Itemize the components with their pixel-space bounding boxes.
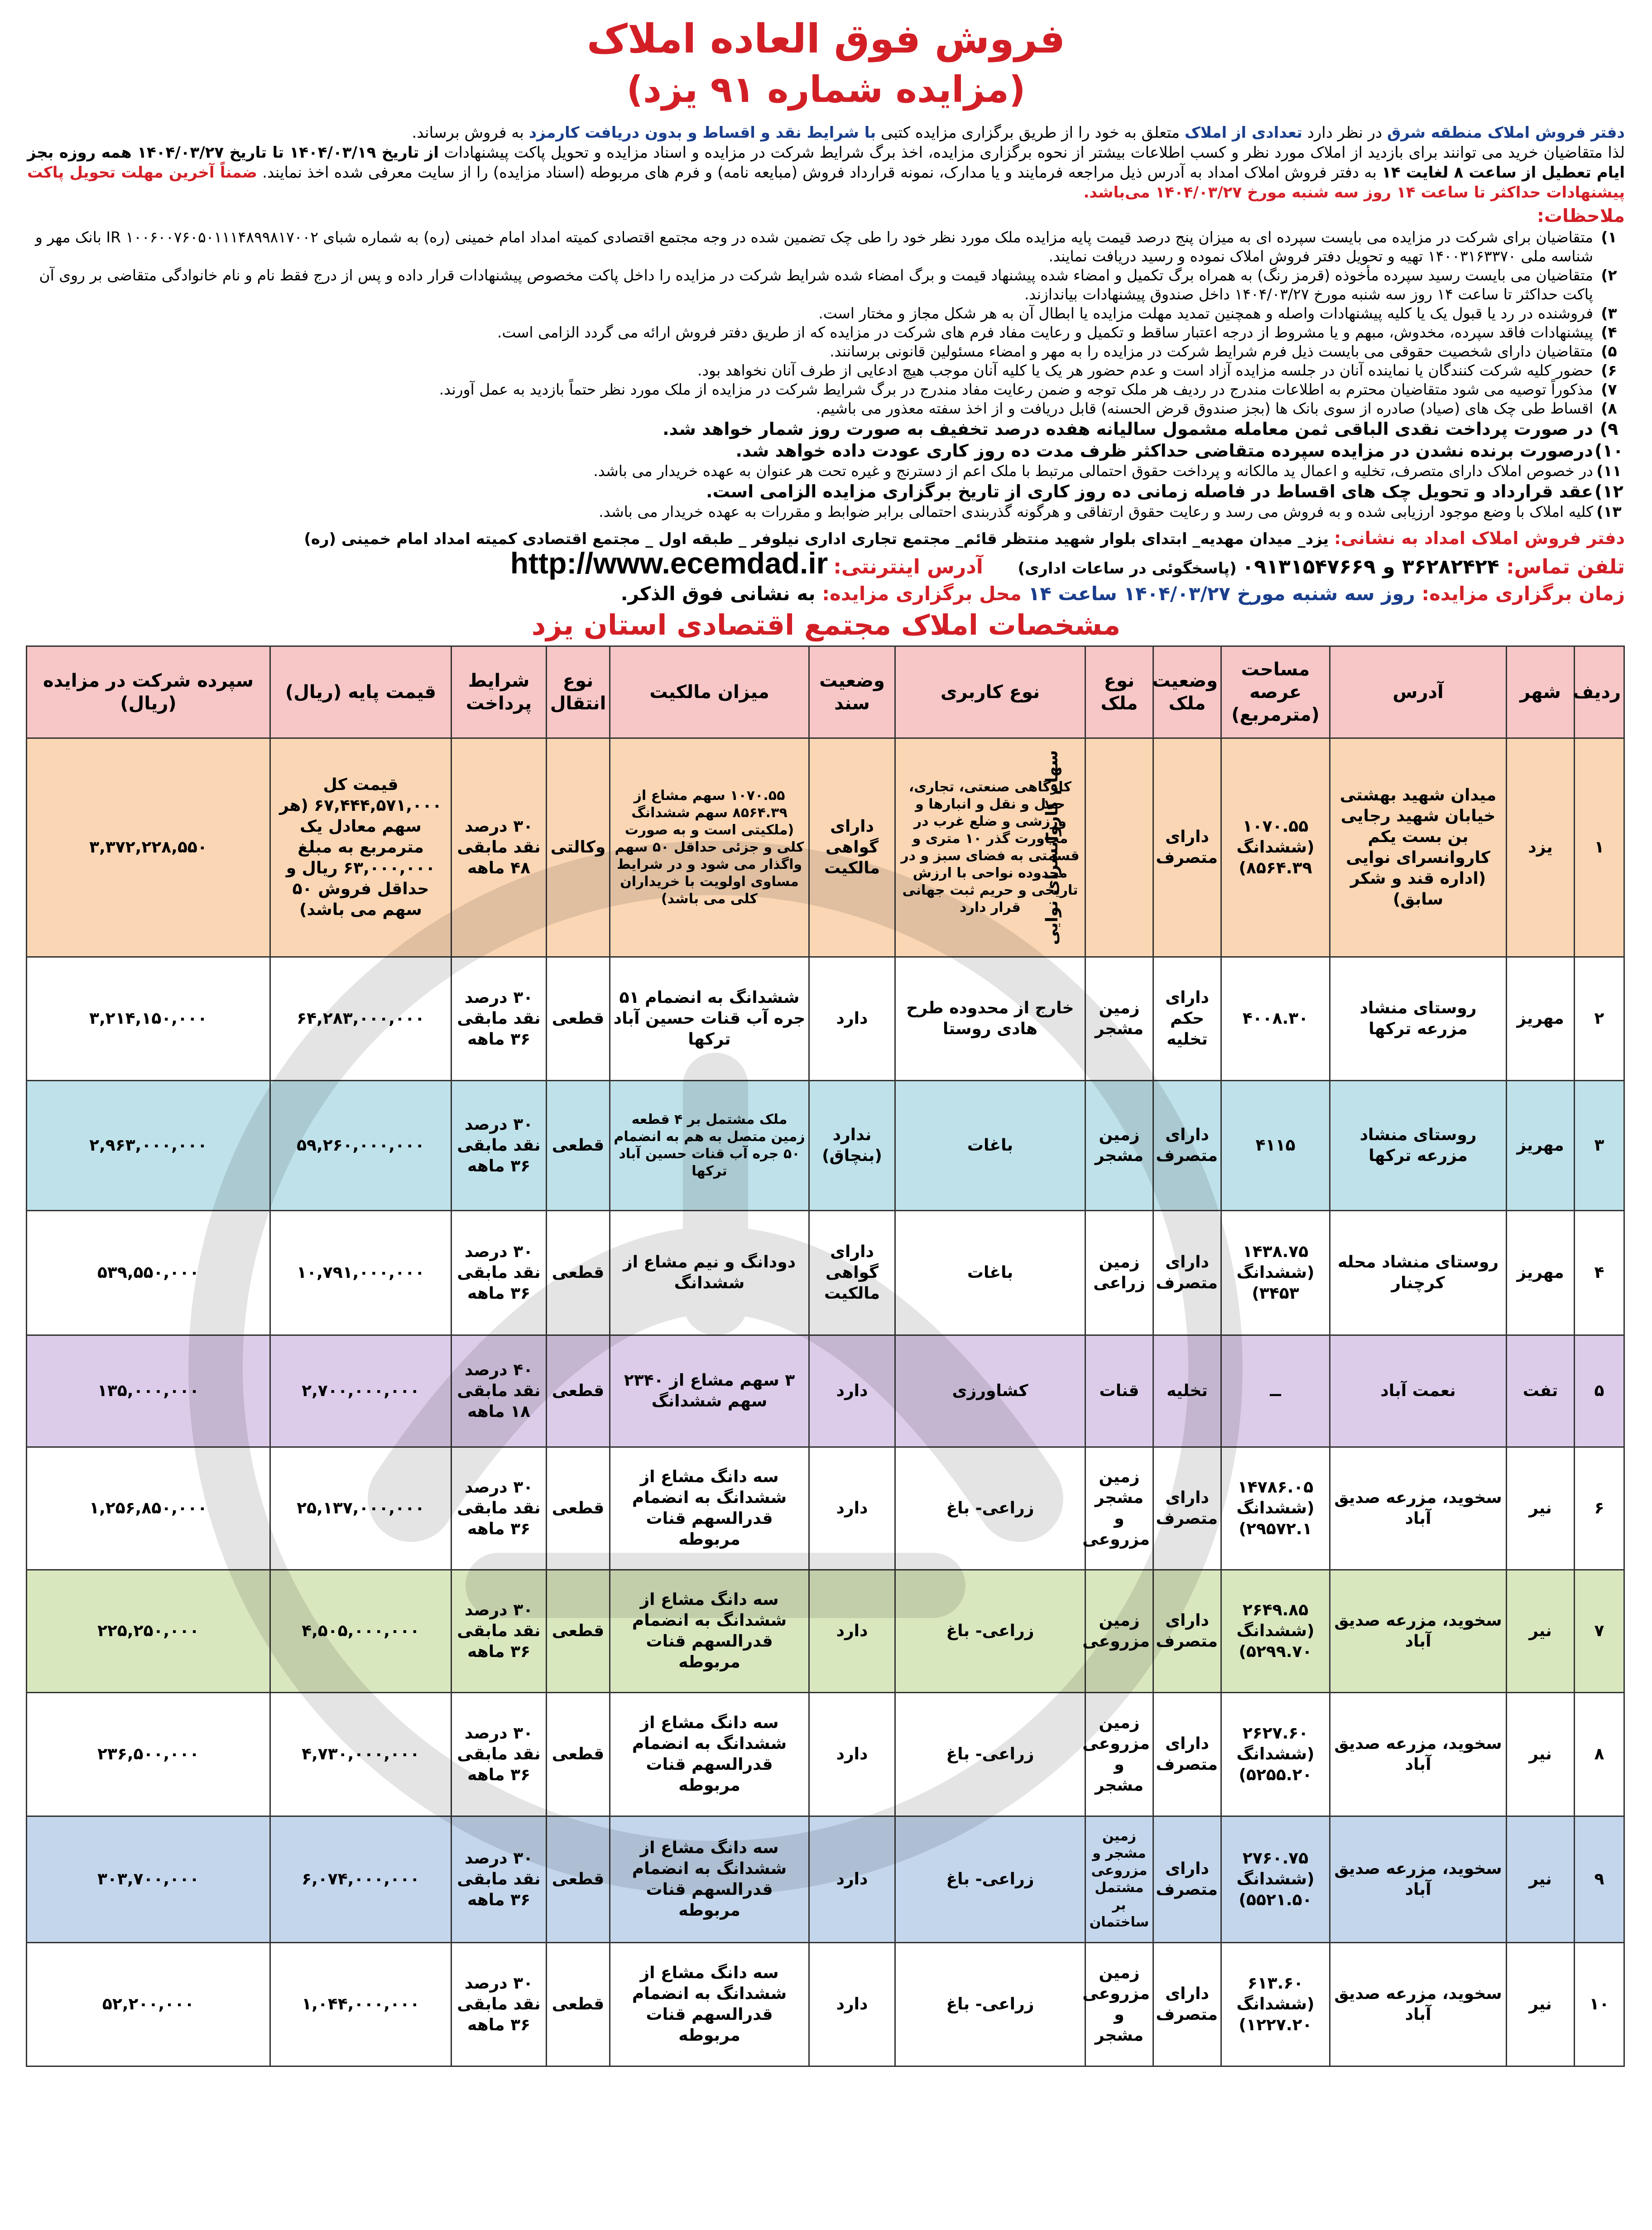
cell-area: ــ xyxy=(1221,1335,1330,1447)
table-row xyxy=(27,1570,1624,1693)
cell-deed-status: دارای گواهی مالکیت xyxy=(809,738,895,957)
cell-deed-status: دارای گواهی مالکیت xyxy=(809,1211,895,1335)
cell-deposit: ۳۰۳,۷۰۰,۰۰۰ xyxy=(27,1816,270,1943)
cell-usage: زراعی- باغ xyxy=(895,1447,1085,1570)
auction-time-line xyxy=(27,581,1625,607)
intro-text: متعلق به خود را از طریق برگزاری مزایده کتبی xyxy=(876,124,1185,142)
note-13: ۱۳) کلیه املاک با وضع موجود ارزیابی شده و به فروش می رسد و رعایت حقوق ارتفاقی و هرگونه گذربندی احتمالی برابر ضوابط و مقررات به عهده خریدار می باشد. xyxy=(599,503,1622,520)
cell-property-type: سهام کاروانسرای نوایی xyxy=(1085,738,1153,957)
cell-property-status: دارای متصرف xyxy=(1153,1570,1221,1693)
cell-base-price: ۲۵,۱۳۷,۰۰۰,۰۰۰ xyxy=(270,1447,451,1570)
cell-base-price: ۱۰,۷۹۱,۰۰۰,۰۰۰ xyxy=(270,1211,451,1335)
table-row xyxy=(27,1447,1624,1570)
cell-deposit: ۳,۳۷۲,۲۲۸,۵۵۰ xyxy=(27,738,270,957)
header-deed-status: وضعیت سند xyxy=(809,646,895,738)
cell-address: سخوید، مزرعه صدیق آباد xyxy=(1330,1816,1507,1943)
cell-address: روستای منشاد مزرعه ترکها xyxy=(1330,1081,1507,1211)
cell-city: نیر xyxy=(1507,1693,1575,1816)
header-address: آدرس xyxy=(1330,646,1507,738)
cell-area: ۶۱۳.۶۰ (ششدانگ ۱۲۲۷.۲۰) xyxy=(1221,1943,1330,2066)
cell-deposit: ۱۳۵,۰۰۰,۰۰۰ xyxy=(27,1335,270,1447)
cell-payment-terms: ۳۰ درصد نقد مابقی ۳۶ ماهه xyxy=(451,1943,547,2066)
intro-paragraph-2 xyxy=(27,143,1625,202)
cell-base-price: ۶۴,۲۸۳,۰۰۰,۰۰۰ xyxy=(270,957,451,1081)
cell-deed-status: دارد xyxy=(809,1943,895,2066)
cell-row-number: ۵ xyxy=(1575,1335,1624,1447)
intro-text: لذا متقاضیان خرید می توانند برای بازدید از املاک مورد نظر و کسب اطلاعات بیشتر از نحوه برگزاری مزایده، اخذ برگ شرایط شرکت در مزایده و اسناد مزایده و تحویل پاکت پیشنهادات xyxy=(439,144,1625,162)
cell-address: سخوید، مزرعه صدیق آباد xyxy=(1330,1447,1507,1570)
cell-city: مهریز xyxy=(1507,1211,1575,1335)
cell-row-number: ۱۰ xyxy=(1575,1943,1624,2066)
cell-ownership: ۱۰۷۰.۵۵ سهم مشاع از ۸۵۶۴.۳۹ سهم ششدانگ (ملکیتی است و به صورت کلی و جزئی حداقل ۵۰ سهم واگذار می شود و در شرایط مساوی اولویت با خریداران کلی می باشد) xyxy=(610,738,809,957)
cell-address: روستای منشاد محله کرچنار xyxy=(1330,1211,1507,1335)
note-8: ۸) اقساط طی چک های (صیاد) صادره از سوی بانک ها (بجز صندوق قرض الحسنه) قابل دریافت و از اخذ سفته معذور می باشیم. xyxy=(816,400,1617,417)
cell-transfer-type: قطعی xyxy=(547,1081,610,1211)
notes-heading: ملاحظات: xyxy=(1537,206,1625,226)
cell-address: سخوید، مزرعه صدیق آباد xyxy=(1330,1570,1507,1693)
cell-usage: زراعی- باغ xyxy=(895,1693,1085,1816)
cell-deposit: ۵۲,۲۰۰,۰۰۰ xyxy=(27,1943,270,2066)
cell-transfer-type: قطعی xyxy=(547,1570,610,1693)
cell-deed-status: دارد xyxy=(809,1447,895,1570)
cell-deposit: ۳,۲۱۴,۱۵۰,۰۰۰ xyxy=(27,957,270,1081)
note-1: ۱) متقاضیان برای شرکت در مزایده می بایست سپرده ای به میزان پنج درصد قیمت پایه مزایده ملک مورد نظر خود را طی چک تضمین شده در وجه مجتمع اقتصادی کمیته امداد امام خمینی (ره) به شماره شبای IR ۱۰۰۶۰۰۷۶۰۵۰۱۱۱۴۸۹۹۸۱۷۰۰۲ بانک مهر و شناسه ملی ۱۴۰۰۳۱۶۳۳۷۰ تهیه و تحویل دفتر فروش املاک نموده و رسید دریافت نمایند. xyxy=(35,228,1617,265)
cell-payment-terms: ۴۰ درصد نقد مابقی ۱۸ ماهه xyxy=(451,1335,547,1447)
cell-row-number: ۳ xyxy=(1575,1081,1624,1211)
cell-property-status: دارای متصرف xyxy=(1153,1447,1221,1570)
cell-area: ۲۶۴۹.۸۵ (ششدانگ ۵۲۹۹.۷۰) xyxy=(1221,1570,1330,1693)
cell-city: نیر xyxy=(1507,1943,1575,2066)
cell-property-status: دارای متصرف xyxy=(1153,1816,1221,1943)
cell-deposit: ۵۳۹,۵۵۰,۰۰۰ xyxy=(27,1211,270,1335)
cell-row-number: ۱ xyxy=(1575,738,1624,957)
cell-row-number: ۸ xyxy=(1575,1693,1624,1816)
cell-property-type: زمین مشجر و مزروعی xyxy=(1085,1447,1153,1570)
cell-payment-terms: ۳۰ درصد نقد مابقی ۳۶ ماهه xyxy=(451,1570,547,1693)
office-address-value: یزد_ میدان مهدیه_ ابتدای بلوار شهید منتظر قائم_ مجتمع تجاری اداری نیلوفر _ طبقه اول _ مجتمع اقتصادی کمیته امداد امام خمینی (ره) xyxy=(304,530,1334,548)
cell-ownership: ۳ سهم مشاع از ۲۳۴۰ سهم ششدانگ xyxy=(610,1335,809,1447)
cell-transfer-type: قطعی xyxy=(547,1211,610,1335)
header-row-number: ردیف xyxy=(1575,646,1624,738)
cell-city: مهریز xyxy=(1507,957,1575,1081)
note-10: ۱۰) درصورت برنده نشدن در مزایده سپرده متقاضی حداکثر ظرف مدت ده روز کاری عودت داده خواهد شد. xyxy=(735,441,1623,461)
note-3: ۳) فروشنده در رد یا قبول یک یا کلیه پیشنهادات واصله و همچنین تمدید مهلت مزایده یا ابطال آن به هر شکل مجاز و مختار است. xyxy=(818,304,1617,322)
cell-deed-status: ندارد (بنچاق) xyxy=(809,1081,895,1211)
cell-ownership: ششدانگ به انضمام ۵۱ جره آب قنات حسین آباد ترکها xyxy=(610,957,809,1081)
note-5: ۵) متقاضیان دارای شخصیت حقوقی می بایست ذیل فرم شرایط شرکت در مزایده را به مهر و امضاء مسئولین قانونی برسانند. xyxy=(830,342,1617,360)
cell-property-status: دارای حکم تخلیه xyxy=(1153,957,1221,1081)
cell-property-status: دارای متصرف xyxy=(1153,1081,1221,1211)
cell-area: ۱۴۷۸۶.۰۵ (ششدانگ ۲۹۵۷۲.۱) xyxy=(1221,1447,1330,1570)
cell-deed-status: دارد xyxy=(809,1816,895,1943)
header-city: شهر xyxy=(1507,646,1575,738)
page-subtitle: (مزایده شماره ۹۱ یزد) xyxy=(626,68,1026,111)
table-row xyxy=(27,1943,1624,2066)
header-ownership: میزان مالکیت xyxy=(610,646,809,738)
cell-area: ۲۷۶۰.۷۵ (ششدانگ ۵۵۲۱.۵۰) xyxy=(1221,1816,1330,1943)
intro-deadline: ضمناً آخرین مهلت تحویل پاکت پیشنهادات حداکثر تا ساعت ۱۴ روز سه شنبه مورخ ۱۴۰۴/۰۳/۲۷ می‌باشد. xyxy=(27,164,1625,202)
cell-base-price: ۶,۰۷۴,۰۰۰,۰۰۰ xyxy=(270,1816,451,1943)
cell-usage: زراعی- باغ xyxy=(895,1570,1085,1693)
cell-city: نیر xyxy=(1507,1447,1575,1570)
cell-area: ۴۰۰۸.۳۰ xyxy=(1221,957,1330,1081)
auction-place-label: محل برگزاری مزایده: xyxy=(822,583,1022,605)
cell-deposit: ۲۳۶,۵۰۰,۰۰۰ xyxy=(27,1693,270,1816)
header-property-type: نوع ملک xyxy=(1085,646,1153,738)
cell-ownership: دودانگ و نیم مشاع از ششدانگ xyxy=(610,1211,809,1335)
cell-property-type: زمین مزروعی و مشجر xyxy=(1085,1693,1153,1816)
note-9: ۹) در صورت پرداخت نقدی الباقی ثمن معامله مشمول سالیانه هفده درصد تخفیف به صورت روز شمار خواهد شد. xyxy=(663,419,1618,439)
intro-dates: از تاریخ ۱۴۰۴/۰۳/۱۹ تا تاریخ ۱۴۰۴/۰۳/۲۷ همه روزه بجز ایام تعطیل از ساعت ۸ لغایت ۱۴ xyxy=(27,144,1625,182)
note-6: ۶) حضور کلیه شرکت کنندگان یا نماینده آنان در جلسه مزایده آزاد است و عدم حضور هر یک یا کلیه آنان موجب هیچ ادعایی از طرف آنان نخواهد بود. xyxy=(697,361,1617,379)
cell-deed-status: دارد xyxy=(809,1335,895,1447)
page-title: فروش فوق العاده املاک xyxy=(586,15,1066,62)
cell-property-type: زمین مزروعی xyxy=(1085,1570,1153,1693)
header-transfer-type: نوع انتقال xyxy=(547,646,610,738)
table-row xyxy=(27,1335,1624,1447)
cell-deed-status: دارد xyxy=(809,957,895,1081)
cell-city: مهریز xyxy=(1507,1081,1575,1211)
auction-time-value: روز سه شنبه مورخ ۱۴۰۴/۰۳/۲۷ ساعت ۱۴ xyxy=(1021,583,1422,605)
cell-city: نیر xyxy=(1507,1816,1575,1943)
cell-payment-terms: ۳۰ درصد نقد مابقی ۳۶ ماهه xyxy=(451,1211,547,1335)
cell-row-number: ۷ xyxy=(1575,1570,1624,1693)
cell-usage: زراعی- باغ xyxy=(895,1816,1085,1943)
auction-time-label: زمان برگزاری مزایده: xyxy=(1421,583,1625,605)
cell-base-price: ۴,۵۰۵,۰۰۰,۰۰۰ xyxy=(270,1570,451,1693)
cell-ownership: ملک مشتمل بر ۴ قطعه زمین متصل به هم به انضمام ۵۰ جره آب قنات حسین آباد ترکها xyxy=(610,1081,809,1211)
cell-usage: باغات xyxy=(895,1081,1085,1211)
cell-base-price: قیمت کل ۶۷,۴۴۴,۵۷۱,۰۰۰ (هر سهم معادل یک مترمربع به مبلغ ۶۳,۰۰۰,۰۰۰ ریال و حداقل فروش ۵۰ سهم می باشد) xyxy=(270,738,451,957)
cell-property-status: دارای متصرف xyxy=(1153,1211,1221,1335)
cell-property-type: قنات xyxy=(1085,1335,1153,1447)
intro-text: به دفتر فروش املاک امداد به آدرس ذیل مراجعه فرمایند و یا مدارک، نمونه قرارداد فروش (مبایعه نامه) و فرم های مربوطه (اسناد مزایده) را از سایت معرفی شده اخذ نمایند. xyxy=(257,164,1382,182)
header-property-status: وضعیت ملک xyxy=(1153,646,1221,738)
phone-value: ۳۶۲۸۲۴۲۴ و ۰۹۱۳۱۵۴۷۶۶۹ xyxy=(1242,555,1507,578)
table-row xyxy=(27,1816,1624,1943)
cell-address: سخوید، مزرعه صدیق آباد xyxy=(1330,1943,1507,2066)
cell-deposit: ۲۲۵,۲۵۰,۰۰۰ xyxy=(27,1570,270,1693)
intro-conditions: با شرایط نقد و اقساط و بدون دریافت کارمزد xyxy=(528,124,876,142)
table-title: مشخصات املاک مجتمع اقتصادی استان یزد xyxy=(531,608,1121,641)
cell-payment-terms: ۳۰ درصد نقد مابقی ۳۶ ماهه xyxy=(451,957,547,1081)
intro-text: به فروش برساند. xyxy=(412,124,529,142)
cell-usage: زراعی- باغ xyxy=(895,1943,1085,2066)
auction-place-value: به نشانی فوق الذکر. xyxy=(620,583,822,605)
intro-office-name: دفتر فروش املاک منطقه شرق xyxy=(1387,124,1625,142)
cell-property-status: دارای متصرف xyxy=(1153,738,1221,957)
header-payment-terms: شرایط پرداخت xyxy=(451,646,547,738)
cell-ownership: سه دانگ مشاع از ششدانگ به انضمام قدرالسهم قنات مربوطه xyxy=(610,1693,809,1816)
cell-payment-terms: ۳۰ درصد نقد مابقی ۳۶ ماهه xyxy=(451,1693,547,1816)
note-11: ۱۱) در خصوص املاک دارای متصرف، تخلیه و اعمال ید مالکانه و پرداخت حقوق احتمالی مرتبط با ملک اعم از دسترنج و غیره تحت هر عنوان به عهده خریدار می باشد. xyxy=(593,462,1622,480)
intro-text: در نظر دارد xyxy=(1302,124,1387,142)
cell-city: یزد xyxy=(1507,738,1575,957)
cell-area: ۱۰۷۰.۵۵ (ششدانگ ۸۵۶۴.۳۹) xyxy=(1221,738,1330,957)
cell-ownership: سه دانگ مشاع از ششدانگ به انضمام قدرالسهم قنات مربوطه xyxy=(610,1447,809,1570)
cell-area: ۴۱۱۵ xyxy=(1221,1081,1330,1211)
cell-base-price: ۱,۰۴۴,۰۰۰,۰۰۰ xyxy=(270,1943,451,2066)
cell-property-type: زمین مزروعی و مشجر xyxy=(1085,1943,1153,2066)
cell-row-number: ۴ xyxy=(1575,1211,1624,1335)
cell-base-price: ۴,۷۳۰,۰۰۰,۰۰۰ xyxy=(270,1693,451,1816)
table-row xyxy=(27,1081,1624,1211)
cell-ownership: سه دانگ مشاع از ششدانگ به انضمام قدرالسهم قنات مربوطه xyxy=(610,1816,809,1943)
cell-usage: کارگاهی صنعتی، تجاری، حمل و نقل و انبارها و ورزشی و ضلع غرب در مجاورت گذر ۱۰ متری و قسمتی به فضای سبز و در محدوده نواحی با ارزش تاریخی و حریم ثبت جهانی قرار دارد xyxy=(895,738,1085,957)
cell-payment-terms: ۳۰ درصد نقد مابقی ۴۸ ماهه xyxy=(451,738,547,957)
cell-area: ۲۶۲۷.۶۰ (ششدانگ ۵۲۵۵.۲۰) xyxy=(1221,1693,1330,1816)
website-label: آدرس اینترنتی: xyxy=(833,555,983,578)
cell-deposit: ۱,۲۵۶,۸۵۰,۰۰۰ xyxy=(27,1447,270,1570)
phone-label: تلفن تماس: xyxy=(1506,555,1625,578)
table-row xyxy=(27,1211,1624,1335)
table-header-row xyxy=(27,646,1624,738)
cell-transfer-type: قطعی xyxy=(547,1943,610,2066)
cell-property-type: زمین مشجر xyxy=(1085,957,1153,1081)
cell-city: نیر xyxy=(1507,1570,1575,1693)
cell-payment-terms: ۳۰ درصد نقد مابقی ۳۶ ماهه xyxy=(451,1447,547,1570)
cell-ownership: سه دانگ مشاع از ششدانگ به انضمام قدرالسهم قنات مربوطه xyxy=(610,1943,809,2066)
cell-payment-terms: ۳۰ درصد نقد مابقی ۳۶ ماهه xyxy=(451,1816,547,1943)
cell-payment-terms: ۳۰ درصد نقد مابقی ۳۶ ماهه xyxy=(451,1081,547,1211)
cell-transfer-type: قطعی xyxy=(547,957,610,1081)
cell-transfer-type: وکالتی xyxy=(547,738,610,957)
cell-deposit: ۲,۹۶۳,۰۰۰,۰۰۰ xyxy=(27,1081,270,1211)
cell-base-price: ۲,۷۰۰,۰۰۰,۰۰۰ xyxy=(270,1335,451,1447)
cell-address: سخوید، مزرعه صدیق آباد xyxy=(1330,1693,1507,1816)
cell-usage: کشاورزی xyxy=(895,1335,1085,1447)
cell-deed-status: دارد xyxy=(809,1570,895,1693)
cell-transfer-type: قطعی xyxy=(547,1693,610,1816)
note-4: ۴) پیشنهادات فاقد سپرده، مخدوش، مبهم و یا مشروط از درجه اعتبار ساقط و تکمیل و رعایت مفاد فرم های شرکت در مزایده که از طریق دفتر فروش ارائه می گردد الزامی است. xyxy=(497,323,1617,341)
cell-city: تفت xyxy=(1507,1335,1575,1447)
cell-address: میدان شهید بهشتی خیابان شهید رجایی بن بست یکم کاروانسرای نوایی (اداره قند و شکر سابق) xyxy=(1330,738,1507,957)
properties-table xyxy=(26,645,1625,2067)
cell-row-number: ۲ xyxy=(1575,957,1624,1081)
table-row xyxy=(27,957,1624,1081)
intro-paragraph-1 xyxy=(27,123,1625,143)
cell-transfer-type: قطعی xyxy=(547,1447,610,1570)
cell-usage: خارج از محدوده طرح هادی روستا xyxy=(895,957,1085,1081)
table-row xyxy=(27,738,1624,957)
cell-property-type: زمین مشجر xyxy=(1085,1081,1153,1211)
cell-area: ۱۴۳۸.۷۵ (ششدانگ ۳۴۵۳) xyxy=(1221,1211,1330,1335)
phone-note: (پاسخگوئی در ساعات اداری) xyxy=(1018,559,1242,578)
header-deposit: سپرده شرکت در مزایده (ریال) xyxy=(27,646,270,738)
cell-deed-status: دارد xyxy=(809,1693,895,1816)
note-7: ۷) مذکوراً توصیه می شود متقاضیان محترم به اطلاعات مندرج در ردیف هر ملک توجه و ضمن رعایت مفاد مندرج در برگ شرایط شرکت در مزایده از ملک مورد نظر حتماً بازدید به عمل آورند. xyxy=(439,380,1617,398)
note-12: ۱۲) عقد قرارداد و تحویل چک های اقساط در فاصله زمانی ده روز کاری از تاریخ برگزاری مزایده الزامی است. xyxy=(706,482,1623,501)
cell-row-number: ۶ xyxy=(1575,1447,1624,1570)
page xyxy=(27,13,1625,2067)
header-area: مساحت عرصه (مترمربع) xyxy=(1221,646,1330,738)
cell-base-price: ۵۹,۲۶۰,۰۰۰,۰۰۰ xyxy=(270,1081,451,1211)
cell-property-status: تخلیه xyxy=(1153,1335,1221,1447)
cell-usage: باغات xyxy=(895,1211,1085,1335)
table-row xyxy=(27,1693,1624,1816)
contact-line xyxy=(27,546,1625,581)
cell-address: روستای منشاد مزرعه ترکها xyxy=(1330,957,1507,1081)
cell-address: نعمت آباد xyxy=(1330,1335,1507,1447)
cell-ownership: سه دانگ مشاع از ششدانگ به انضمام قدرالسهم قنات مربوطه xyxy=(610,1570,809,1693)
header-base-price: قیمت پایه (ریال) xyxy=(270,646,451,738)
cell-property-type: زمین مشجر و مزروعی مشتمل بر ساختمان xyxy=(1085,1816,1153,1943)
office-address-label: دفتر فروش املاک امداد به نشانی: xyxy=(1334,528,1625,548)
cell-property-type: زمین زراعی xyxy=(1085,1211,1153,1335)
cell-transfer-type: قطعی xyxy=(547,1816,610,1943)
cell-transfer-type: قطعی xyxy=(547,1335,610,1447)
cell-property-status: دارای متصرف xyxy=(1153,1693,1221,1816)
intro-highlight: تعدادی از املاک xyxy=(1184,124,1302,142)
header-usage: نوع کاربری xyxy=(895,646,1085,738)
cell-property-status: دارای متصرف xyxy=(1153,1943,1221,2066)
website-link[interactable]: http://www.ecemdad.ir xyxy=(510,546,828,580)
note-2: ۲) متقاضیان می بایست رسید سپرده مأخوذه (قرمز رنگ) به همراه برگ تکمیل و امضاء شده پیشنهاد قیمت و برگ امضاء شده شرایط شرکت در مزایده را داخل پاکت مخصوص پیشنهادات قرار داده و پس از درج فقط نام و نام خانوادگی متقاضی بر روی آن پاکت حداکثر تا ساعت ۱۴ روز سه شنبه مورخ ۱۴۰۴/۰۳/۲۷ داخل صندوق پیشنهادات بیاندازند. xyxy=(39,266,1617,303)
cell-row-number: ۹ xyxy=(1575,1816,1624,1943)
